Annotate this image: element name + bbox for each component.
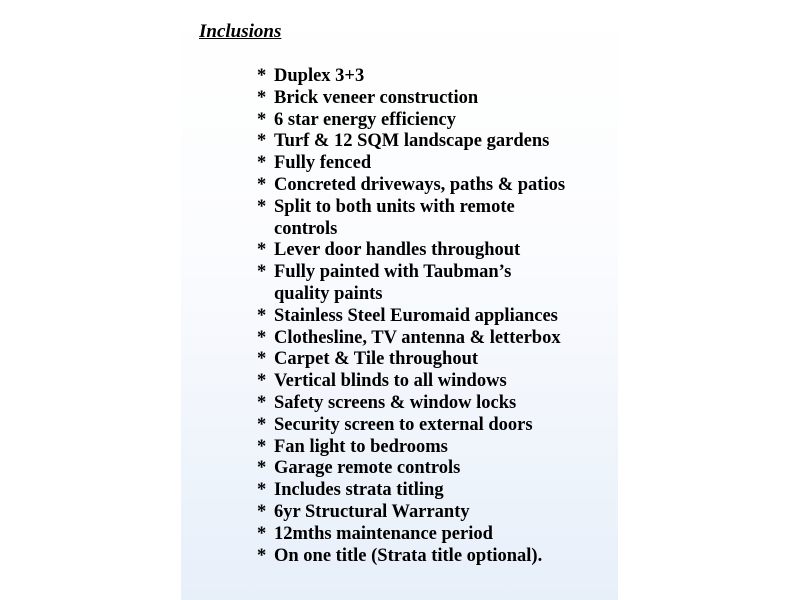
bullet-asterisk: * [257, 458, 267, 479]
bullet-asterisk: * [257, 240, 267, 261]
bullet-asterisk: * [257, 109, 267, 130]
bullet-asterisk: * [257, 262, 267, 283]
inclusion-item [257, 502, 612, 524]
inclusion-item [257, 458, 612, 480]
inclusion-text: Fan light to bedrooms [274, 436, 448, 457]
bullet-asterisk: * [257, 349, 267, 370]
bullet-asterisk: * [257, 371, 267, 392]
inclusions-list [257, 66, 612, 567]
inclusion-item [257, 197, 612, 241]
bullet-asterisk: * [257, 545, 267, 566]
inclusion-text: 6yr Structural Warranty [274, 501, 470, 522]
inclusions-heading: Inclusions [199, 21, 282, 42]
inclusion-item [257, 371, 612, 393]
inclusion-text: Garage remote controls [274, 458, 461, 479]
inclusion-text: Concreted driveways, paths & patios [274, 174, 566, 195]
inclusion-item [257, 480, 612, 502]
bullet-asterisk: * [257, 66, 267, 86]
inclusion-text: Brick veneer construction [274, 87, 479, 108]
inclusion-text: Security screen to external doors [274, 414, 533, 435]
bullet-asterisk: * [257, 480, 267, 501]
inclusion-item [257, 546, 612, 568]
inclusion-text: Duplex 3+3 [274, 66, 365, 86]
bullet-asterisk: * [257, 501, 267, 522]
bullet-asterisk: * [257, 174, 267, 195]
inclusion-item [257, 328, 612, 350]
bullet-asterisk: * [257, 87, 267, 108]
bullet-asterisk: * [257, 414, 267, 435]
inclusion-text: quality paints [274, 283, 383, 304]
inclusion-item [257, 393, 612, 415]
inclusion-item [257, 349, 612, 371]
inclusion-text: 12mths maintenance period [274, 523, 493, 544]
inclusion-item [257, 524, 612, 546]
bullet-asterisk: * [257, 131, 267, 152]
inclusion-text: 6 star energy efficiency [274, 109, 457, 130]
inclusion-text: Clothesline, TV antenna & letterbox [274, 327, 561, 348]
inclusion-text: Fully painted with Taubman’s [274, 262, 512, 283]
inclusion-text: Turf & 12 SQM landscape gardens [274, 131, 550, 152]
inclusion-item [257, 66, 612, 88]
bullet-asterisk: * [257, 153, 267, 174]
inclusion-text: Stainless Steel Euromaid appliances [274, 305, 558, 326]
inclusion-item [257, 131, 612, 153]
inclusion-item [257, 262, 612, 306]
inclusion-item [257, 306, 612, 328]
inclusion-item [257, 88, 612, 110]
inclusion-text: Safety screens & window locks [274, 392, 517, 413]
inclusion-text: Includes strata titling [274, 480, 444, 501]
slide [181, 0, 618, 600]
bullet-asterisk: * [257, 196, 267, 217]
inclusion-text: Vertical blinds to all windows [274, 371, 507, 392]
inclusion-item [257, 153, 612, 175]
inclusion-text: On one title (Strata title optional). [274, 545, 543, 566]
inclusion-text: Split to both units with remote [274, 196, 515, 217]
inclusion-item [257, 415, 612, 437]
inclusion-text: Lever door handles throughout [274, 240, 521, 261]
bullet-asterisk: * [257, 523, 267, 544]
inclusion-item [257, 240, 612, 262]
bullet-asterisk: * [257, 392, 267, 413]
inclusion-item [257, 110, 612, 132]
inclusion-item [257, 437, 612, 459]
inclusion-text: Carpet & Tile throughout [274, 349, 479, 370]
bullet-asterisk: * [257, 327, 267, 348]
inclusion-text: controls [274, 218, 338, 239]
inclusion-text: Fully fenced [274, 153, 372, 174]
inclusion-item [257, 175, 612, 197]
bullet-asterisk: * [257, 305, 267, 326]
bullet-asterisk: * [257, 436, 267, 457]
